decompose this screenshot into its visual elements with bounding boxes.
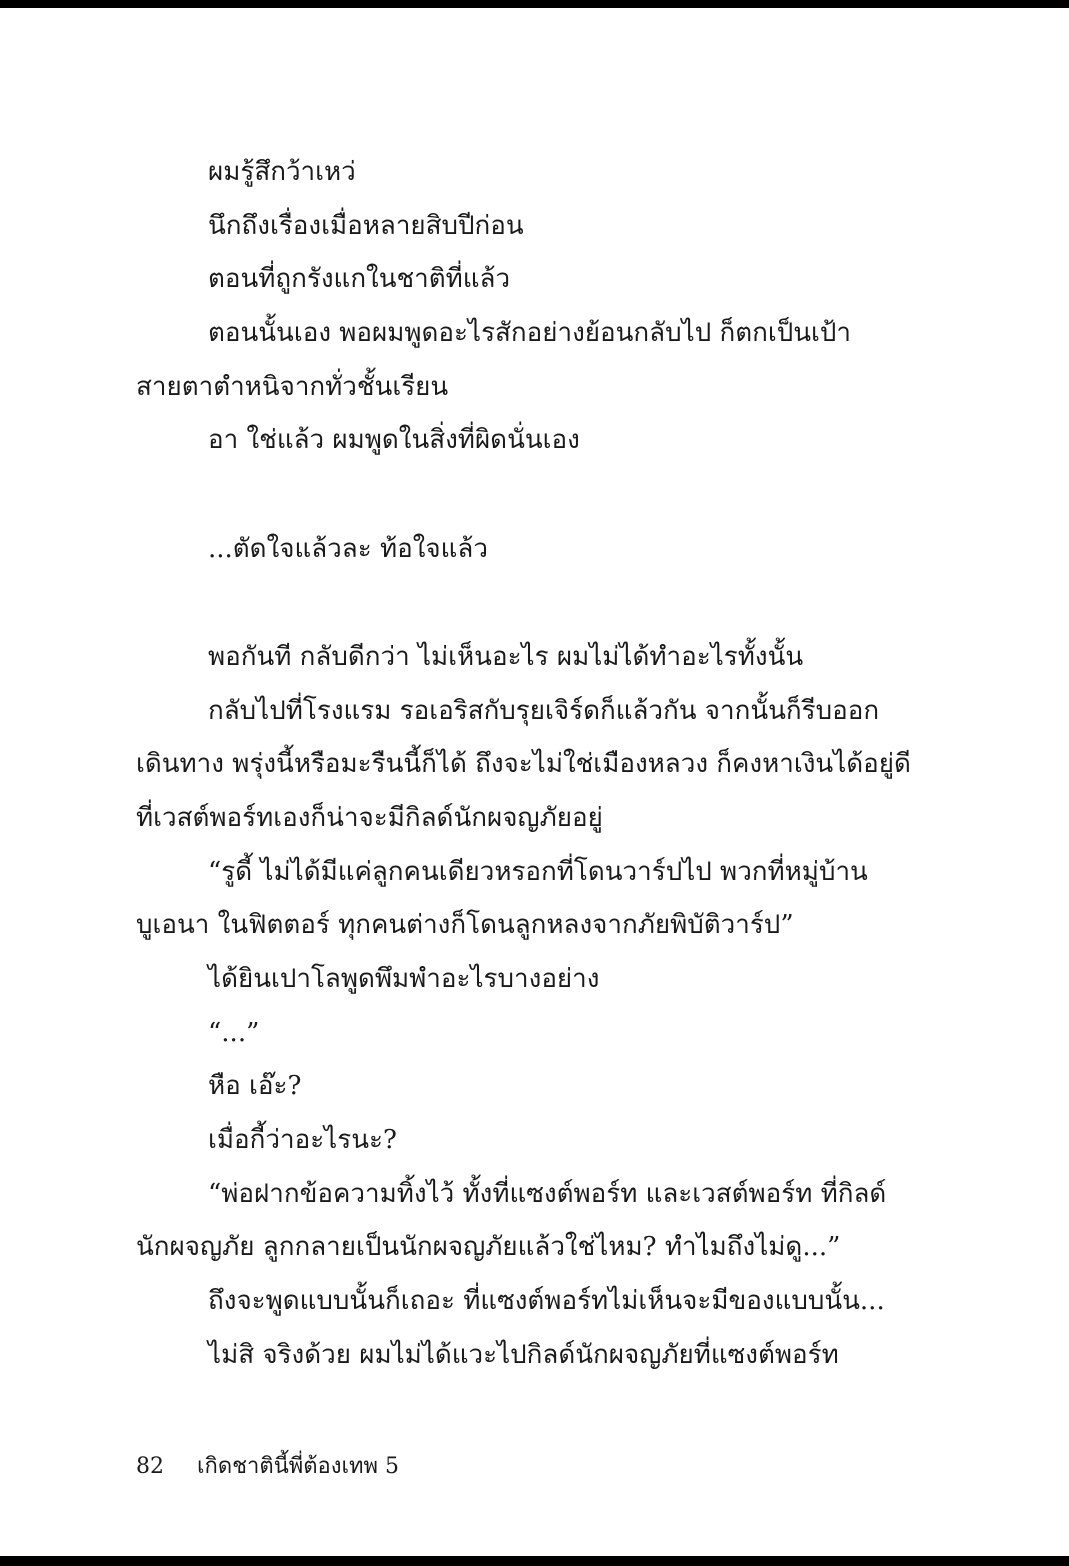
text-line: กลับไปที่โรงแรม รอเอริสกับรุยเจิร์ดก็แล้วกัน จากนั้นก็รีบออก	[208, 696, 880, 726]
text-line: “...”	[208, 1018, 260, 1048]
page-footer	[136, 1448, 399, 1483]
text-line: อา ใช่แล้ว ผมพูดในสิ่งที่ผิดนั่นเอง	[208, 425, 580, 455]
text-line: ได้ยินเปาโลพูดพึมพำอะไรบางอย่าง	[208, 964, 600, 994]
text-line: ไม่สิ จริงด้วย ผมไม่ได้แวะไปกิลด์นักผจญภัยที่แซงต์พอร์ท	[208, 1340, 839, 1370]
book-title: เกิดชาตินี้พี่ต้องเทพ 5	[197, 1454, 399, 1479]
text-line: ...ตัดใจแล้วละ ท้อใจแล้ว	[208, 534, 488, 564]
text-line: พอกันที กลับดีกว่า ไม่เห็นอะไร ผมไม่ได้ทำอะไรทั้งนั้น	[208, 642, 804, 672]
text-line: ตอนที่ถูกรังแกในชาติที่แล้ว	[208, 264, 511, 294]
text-line: เมื่อกี้ว่าอะไรนะ?	[208, 1125, 397, 1155]
top-border	[0, 0, 1069, 8]
text-line: ถึงจะพูดแบบนั้นก็เถอะ ที่แซงต์พอร์ทไม่เห็นจะมีของแบบนั้น...	[208, 1286, 885, 1316]
text-line: สายตาตำหนิจากทั่วชั้นเรียน	[136, 372, 449, 402]
page-number: 82	[136, 1454, 164, 1479]
bottom-border	[0, 1556, 1069, 1566]
text-line: หือ เอ๊ะ?	[208, 1071, 302, 1101]
text-line: บูเอนา ในฟิตตอร์ ทุกคนต่างก็โดนลูกหลงจากภัยพิบัติวาร์ป”	[136, 910, 794, 940]
text-line: ผมรู้สึกว้าเหว่	[208, 157, 356, 187]
text-line: “รูดี้ ไม่ได้มีแค่ลูกคนเดียวหรอกที่โดนวาร์ปไป พวกที่หมู่บ้าน	[208, 857, 868, 887]
text-line: “พ่อฝากข้อความทิ้งไว้ ทั้งที่แซงต์พอร์ท และเวสต์พอร์ท ที่กิลด์	[208, 1179, 887, 1209]
text-line: ที่เวสต์พอร์ทเองก็น่าจะมีกิลด์นักผจญภัยอยู่	[136, 803, 603, 833]
text-line: เดินทาง พรุ่งนี้หรือมะรืนนี้ก็ได้ ถึงจะไม่ใช่เมืองหลวง ก็คงหาเงินได้อยู่ดี	[136, 749, 911, 779]
text-line: นักผจญภัย ลูกกลายเป็นนักผจญภัยแล้วใช่ไหม? ทำไมถึงไม่ดู...”	[136, 1232, 841, 1262]
text-line: ตอนนั้นเอง พอผมพูดอะไรสักอย่างย้อนกลับไป ก็ตกเป็นเป้า	[208, 318, 851, 348]
text-line: นึกถึงเรื่องเมื่อหลายสิบปีก่อน	[208, 211, 524, 241]
